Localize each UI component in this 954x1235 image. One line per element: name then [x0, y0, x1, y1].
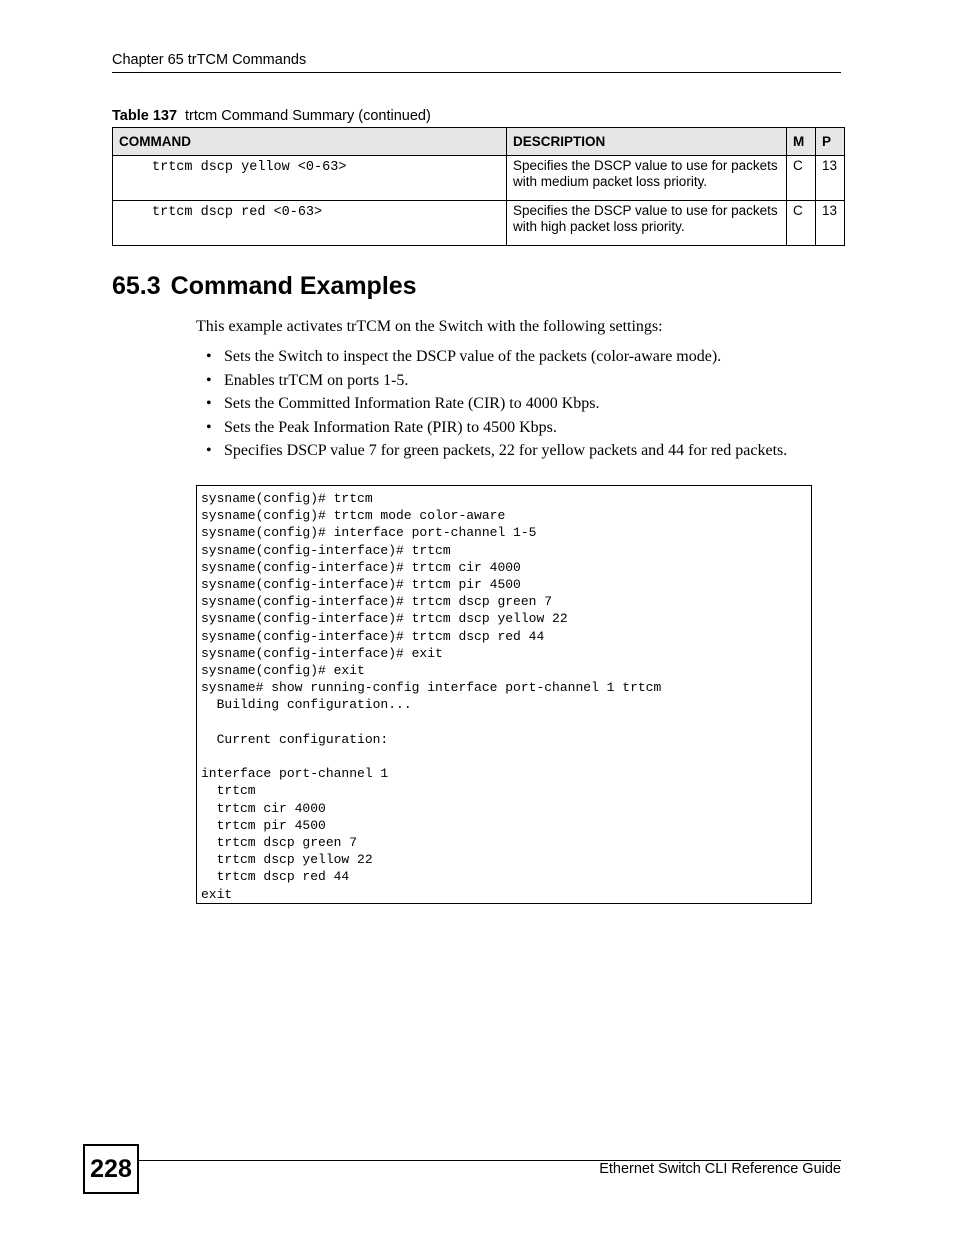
table-caption-number: Table 137 [112, 108, 178, 124]
header-divider [112, 72, 841, 73]
bullet-icon: • [206, 395, 212, 412]
table-row [113, 201, 845, 246]
code-line: sysname(config-interface)# trtcm cir 4000 [201, 559, 521, 575]
bullet-icon: • [206, 371, 212, 389]
bullet-icon: • [206, 442, 212, 459]
list-item-text: Sets the Switch to inspect the DSCP value of the packets (color-aware mode). [224, 348, 722, 365]
code-line: sysname(config-interface)# trtcm dscp red 44 [201, 628, 545, 644]
column-header-command: COMMAND [113, 128, 507, 156]
section-number: 65.3 [112, 272, 161, 300]
section-title: Command Examples [170, 272, 417, 300]
code-line: sysname(config)# trtcm mode color-aware [201, 508, 506, 524]
mode-cell: C [787, 201, 816, 246]
guide-title: Ethernet Switch CLI Reference Guide [599, 1161, 841, 1177]
command-summary-table [112, 127, 845, 246]
column-header-m: M [787, 128, 816, 156]
code-line: trtcm dscp red 44 [201, 869, 350, 885]
list-item [196, 392, 787, 416]
code-line: trtcm dscp yellow 22 [201, 852, 373, 868]
description-cell: Specifies the DSCP value to use for packets with medium packet loss priority. [507, 156, 787, 201]
list-item [196, 439, 787, 463]
code-line: sysname# show running-config interface port-channel 1 trtcm [201, 680, 662, 696]
code-line: sysname(config-interface)# trtcm [201, 542, 451, 558]
code-line: trtcm cir 4000 [201, 800, 326, 816]
bullet-icon: • [206, 418, 212, 436]
list-item [196, 345, 787, 369]
settings-list [196, 345, 787, 463]
code-line: trtcm pir 4500 [201, 817, 326, 833]
column-header-description: DESCRIPTION [507, 128, 787, 156]
bullet-icon: • [206, 348, 212, 365]
code-line: sysname(config-interface)# trtcm dscp green 7 [201, 594, 553, 610]
code-line: Current configuration: [201, 731, 389, 747]
command-cell: trtcm dscp red <0-63> [113, 201, 507, 246]
list-item-text: Enables trTCM on ports 1-5. [224, 371, 409, 389]
page-number: 228 [83, 1144, 139, 1194]
description-cell: Specifies the DSCP value to use for packets with high packet loss priority. [507, 201, 787, 246]
intro-paragraph: This example activates trTCM on the Switch with the following settings: [196, 318, 663, 335]
privilege-cell: 13 [816, 156, 845, 201]
table-row [113, 156, 845, 201]
privilege-cell: 13 [816, 201, 845, 246]
code-line: interface port-channel 1 [201, 766, 389, 782]
table-caption-text: trtcm Command Summary (continued) [185, 108, 431, 124]
section-heading [112, 272, 417, 301]
code-example-box [196, 485, 812, 904]
column-header-p: P [816, 128, 845, 156]
table-caption [112, 108, 431, 124]
code-line: sysname(config)# trtcm [201, 491, 373, 506]
code-line: trtcm [201, 783, 256, 799]
code-line: trtcm dscp green 7 [201, 835, 358, 850]
code-line: sysname(config)# interface port-channel 1-5 [201, 525, 537, 541]
list-item [196, 369, 787, 393]
command-cell: trtcm dscp yellow <0-63> [113, 156, 507, 201]
code-line: exit [201, 886, 233, 902]
list-item-text: Specifies DSCP value 7 for green packets, 22 for yellow packets and 44 for red packets. [224, 442, 788, 459]
chapter-header: Chapter 65 trTCM Commands [112, 52, 307, 68]
list-item-text: Sets the Peak Information Rate (PIR) to 4500 Kbps. [224, 418, 557, 436]
code-line: sysname(config-interface)# exit [201, 645, 443, 661]
code-line: sysname(config)# exit [201, 663, 365, 678]
list-item-text: Sets the Committed Information Rate (CIR) to 4000 Kbps. [224, 395, 600, 412]
list-item [196, 416, 787, 440]
table-header-row [113, 128, 845, 156]
code-line: sysname(config-interface)# trtcm dscp yellow 22 [201, 611, 568, 627]
code-line: sysname(config-interface)# trtcm pir 4500 [201, 577, 521, 592]
mode-cell: C [787, 156, 816, 201]
code-line: Building configuration... [201, 697, 412, 713]
